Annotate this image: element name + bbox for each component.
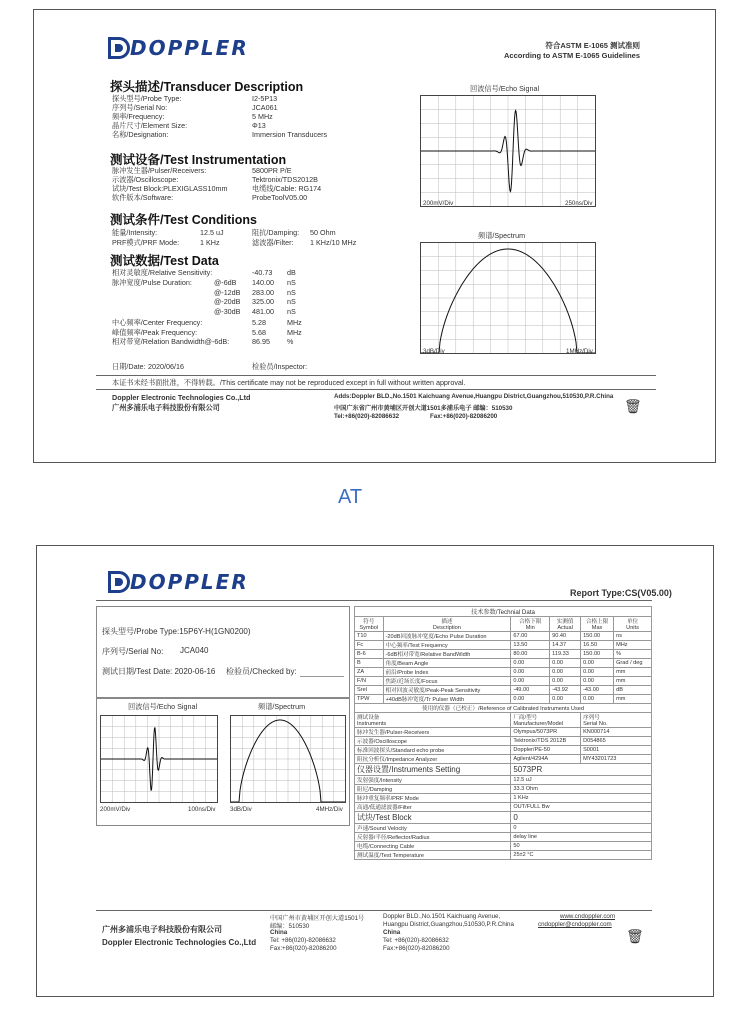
tech-row-cell: 0.00 (581, 677, 614, 686)
setting-row (355, 776, 652, 785)
transducer-row-value: Φ13 (252, 121, 266, 130)
tech-row-cell: 角度/Beam Angle (383, 659, 511, 668)
addr-cn-tel: Tel: +86(020)-82086632 (270, 937, 336, 944)
tech-row-cell: ns (614, 632, 652, 641)
tech-row-cell: 相对回波灵敏度/Peak-Peak Sensitivity (383, 686, 511, 695)
cond-damping-value: 50 Ohm (310, 228, 336, 237)
tech-row-cell: MHz (614, 641, 652, 650)
echo-chart-1 (420, 95, 596, 207)
addr-en-fax: Fax:+86(020)-82086200 (383, 945, 450, 952)
block-row-cell: 反射器/半径/Reflector/Radius (355, 833, 511, 842)
freq-value: 86.95 (252, 337, 270, 346)
website-link[interactable]: www.cndoppler.com (560, 913, 616, 920)
cond-damping-label: 阻抗/Damping: (252, 228, 300, 237)
addr-cn-fax: Fax:+86(020)-82086200 (270, 945, 337, 952)
tech-row-cell: 0.00 (511, 659, 550, 668)
tech-row-cell: F/N (355, 677, 384, 686)
checked-by: 检验员/Checked by: (226, 667, 297, 676)
pulse-db: @-6dB (214, 278, 237, 287)
instr-row-cell: KN000714 (581, 728, 652, 737)
instr-row-cell: 脉冲发生器/Pulser-Receivers (355, 728, 511, 737)
block-row-cell: 50 (511, 842, 652, 851)
spectrum-chart-1 (420, 242, 596, 354)
tech-row (355, 659, 652, 668)
block-title-row (355, 812, 652, 824)
tech-row-cell: 中心频率/Test Frequency (383, 641, 511, 650)
instr-header-row-cell: 序列号 Serial No. (581, 713, 652, 728)
transducer-row-label: 序列号/Serial No: (112, 103, 168, 112)
weee-bin-icon: 🗑 (624, 398, 642, 414)
tech-header-row-cell: 描述 Description (383, 617, 511, 632)
pulse-value: 481.00 (252, 306, 274, 316)
tech-row-cell: -20dB回波脉冲宽度/Echo Pulse Duration (383, 632, 511, 641)
tech-row-cell: 0.00 (581, 695, 614, 704)
echo-chart-1-right: 250ns/Div (565, 200, 593, 207)
instr-row-cell: 示波器/Oscilloscope (355, 737, 511, 746)
tech-row (355, 641, 652, 650)
pulse-value: 140.00 (252, 278, 274, 287)
instr-row-cell: Doppler/PE-50 (511, 746, 581, 755)
setting-row-cell: 发射强度/Intensity (355, 776, 511, 785)
tel-1: Tel:+86(020)-82086632 (334, 413, 400, 420)
tech-row-cell: 0.00 (550, 668, 581, 677)
freq-value: 5.28 (252, 318, 266, 327)
conditions-title: 测试条件/Test Conditions (110, 213, 257, 227)
block-title-row-cell: 0 (511, 812, 652, 824)
cond-prf-label: PRF模式/PRF Mode: (112, 238, 180, 247)
spectrum-chart-2-title: 频谱/Spectrum (258, 702, 306, 711)
sensitivity-label: 相对灵敏度/Relative Sensitivity: (112, 268, 213, 277)
freq-label: 峰值频率/Peak Frequency: (112, 327, 198, 337)
block-row (355, 824, 652, 833)
tech-row-cell: B-6 (355, 650, 384, 659)
notice-text: 本证书未经书面批准，不得转载。/This certificate may not be reproduced except in full without written approval. (112, 378, 466, 387)
pulse-db: @-20dB (214, 297, 241, 306)
spectrum-chart-2-left: 3dB/Div (230, 806, 252, 813)
sensitivity-unit: dB (287, 268, 296, 277)
tech-row-cell: 0.00 (581, 668, 614, 677)
instr-row-cell: Tektronix/TDS 2012B (511, 737, 581, 746)
instr-header-row (355, 713, 652, 728)
tech-row-cell: Fc (355, 641, 384, 650)
tech-row-cell: 14.37 (550, 641, 581, 650)
pulse-value: 283.00 (252, 287, 274, 297)
tech-header-row-cell: 合格下限 Min (511, 617, 550, 632)
checked-by-line (300, 676, 344, 677)
tech-row-cell: mm (614, 677, 652, 686)
tech-row-cell: 0.00 (550, 695, 581, 704)
spectrum-chart-2-right: 4MHz/Div (316, 806, 343, 813)
transducer-row-value: Immersion Transducers (252, 130, 328, 139)
setting-title-row (355, 764, 652, 776)
instr-row-cell: 标准回波探头/Standard echo probe (355, 746, 511, 755)
instrumentation-row-label: 软件版本/Software: (112, 193, 174, 202)
addr-en-3: China (383, 929, 401, 936)
block-title-row-cell: 试块/Test Block (355, 812, 511, 824)
tech-row-cell: 80.00 (511, 650, 550, 659)
block-row-cell: delay line (511, 833, 652, 842)
serial-label-2: 序列号/Serial No: (102, 647, 164, 656)
instrumentation-row-value: Tektronix/TDS2012B (252, 175, 318, 184)
email-link[interactable]: cndoppler@cndoppler.com (538, 921, 612, 928)
notice-rule-top (96, 375, 656, 376)
setting-row-cell: 高通/低通滤波器/Filter (355, 803, 511, 812)
instr-row-cell: MY43201723 (581, 755, 652, 764)
setting-title-row-cell: 仪器设置/Instruments Setting (355, 764, 511, 776)
tech-row (355, 632, 652, 641)
pulse-unit: nS (287, 287, 296, 297)
tech-table (354, 606, 652, 860)
serial-value-2: JCA040 (180, 646, 209, 655)
tech-row-cell: B (355, 659, 384, 668)
tech-header-row-cell: 实测值 Actual (550, 617, 581, 632)
tech-row (355, 695, 652, 704)
instrumentation-row-value: 电缆线/Cable: RG174 (252, 184, 322, 193)
block-row-cell: 25±2 °C (511, 851, 652, 860)
instr-row (355, 737, 652, 746)
instr-row-cell: 阻抗分析仪/Impedance Analyzer (355, 755, 511, 764)
tech-row-cell: mm (614, 695, 652, 704)
echo-chart-1-left: 200mV/Div (423, 200, 454, 207)
transducer-row-label: 名称/Designation: (112, 130, 169, 139)
tech-header-row-cell: 符号 Symbol (355, 617, 384, 632)
setting-row-cell: OUT/FULL Bw (511, 803, 652, 812)
instr-row-cell: Olympus/5073PR (511, 728, 581, 737)
block-row-cell: 电缆/Connecting Cable (355, 842, 511, 851)
tech-row-cell: 焦距/近场长度/Focus (383, 677, 511, 686)
addr-en-2: Huangpu District,Guangzhou,510530,P.R.China (383, 921, 514, 928)
at-label: AT (338, 486, 363, 508)
cond-intensity-value: 12.5 uJ (200, 228, 224, 237)
date-value: 2020/06/16 (148, 362, 184, 371)
instr-row (355, 728, 652, 737)
spectrum-chart-1-svg (421, 243, 595, 353)
echo-chart-1-svg (421, 96, 595, 206)
tech-row-cell: 0.00 (511, 695, 550, 704)
setting-title-row-cell: 5073PR (511, 764, 652, 776)
tech-row-cell: -43.00 (581, 686, 614, 695)
report-rule (96, 600, 652, 601)
cond-intensity-label: 能量/Intensity: (112, 228, 158, 237)
probe-type: 探头型号/Probe Type:15P6Y-H(1GN0200) (102, 627, 251, 636)
echo-chart-2 (100, 715, 218, 803)
tech-row-cell: -43.92 (550, 686, 581, 695)
company-en-2: Doppler Electronic Technologies Co.,Ltd (102, 938, 257, 947)
pulse-label: 脉冲宽度/Pulse Duration: (112, 278, 192, 287)
instrumentation-row-label: 脉冲发生器/Pulser/Receivers: (112, 166, 207, 175)
doppler-logo-icon-2 (108, 571, 130, 593)
tech-row-cell: 0.00 (511, 668, 550, 677)
tech-row-cell: 90.40 (550, 632, 581, 641)
instr-row (355, 746, 652, 755)
setting-row-cell: 脉冲重复频率/PRF Mode (355, 794, 511, 803)
transducer-title: 探头描述/Transducer Description (110, 80, 304, 94)
pulse-unit: nS (287, 306, 296, 316)
company-cn-2: 广州多浦乐电子科技股份有限公司 (102, 925, 222, 934)
tech-row (355, 668, 652, 677)
setting-row-cell: 阻尼/Damping (355, 785, 511, 794)
instr-title-row-cell: 使用的仪器（已校正）/Reference of Calibrated Instruments Used (355, 704, 652, 713)
setting-row-cell: 1 KHz (511, 794, 652, 803)
tech-row-cell: Srel (355, 686, 384, 695)
sensitivity-value: -40.73 (252, 268, 273, 277)
transducer-row-label: 晶片尺寸/Element Size: (112, 121, 188, 130)
pulse-db: @-30dB (214, 306, 241, 316)
setting-row-cell: 12.5 uJ (511, 776, 652, 785)
company-cn-1: 广州多浦乐电子科技股份有限公司 (112, 403, 220, 412)
instr-header-row-cell: 测试设备 Instruments (355, 713, 511, 728)
tech-row-cell: -49.00 (511, 686, 550, 695)
tech-row (355, 650, 652, 659)
date-label: 日期/Date: (112, 362, 146, 371)
addr-cn-2: 邮编：510530 (270, 923, 310, 930)
instrumentation-row-label: 示波器/Oscilloscope: (112, 175, 179, 184)
spectrum-chart-2-svg (231, 716, 345, 802)
instrumentation-title: 测试设备/Test Instrumentation (110, 153, 287, 167)
freq-label: 中心频率/Center Frequency: (112, 318, 203, 327)
address-cn-1: 中国广东省广州市黄埔区开创大道1501多浦乐电子 邮编：510530 (334, 405, 513, 412)
pulse-value: 325.00 (252, 297, 274, 306)
notice-rule-bottom (96, 389, 656, 390)
spectrum-chart-1-left: 3dB/Div (423, 348, 445, 355)
tech-row (355, 686, 652, 695)
setting-row (355, 794, 652, 803)
addr-cn-1: 中国广州市黄埔区开创大道1501号 (270, 915, 365, 922)
instrumentation-row-label: 试块/Test Block:PLEXIGLASS10mm (112, 184, 228, 193)
block-row (355, 833, 652, 842)
instr-header-row-cell: 厂商/型号 Manufacturer/Model (511, 713, 581, 728)
doppler-logo-icon (108, 37, 130, 59)
instr-row-cell: Agilent/4294A (511, 755, 581, 764)
cond-filter-value: 1 KHz/10 MHz (310, 238, 357, 247)
freq-unit: MHz (287, 318, 302, 327)
transducer-row-value: 5 MHz (252, 112, 273, 121)
doppler-logo-1: DOPPLER (108, 36, 249, 60)
tech-row-cell: -6dB相对带宽/Relative BandWidth (383, 650, 511, 659)
tech-row-cell: 150.00 (581, 632, 614, 641)
company-en-1: Doppler Electronic Technologies Co.,Ltd (112, 393, 251, 402)
freq-label: 相对带宽/Relation Bandwidth@-6dB: (112, 337, 230, 346)
tech-row-cell: T10 (355, 632, 384, 641)
instrumentation-row-value: ProbeToolV05.00 (252, 193, 308, 202)
instr-row-cell: S0001 (581, 746, 652, 755)
spectrum-chart-1-right: 1MHz/Div (566, 348, 593, 355)
setting-row-cell: 33.3 Ohm (511, 785, 652, 794)
tech-row-cell: TPW (355, 695, 384, 704)
tech-header-row (355, 617, 652, 632)
transducer-row-value: JCA061 (252, 103, 278, 112)
echo-chart-2-title: 回波信号/Echo Signal (128, 702, 198, 711)
pulse-unit: nS (287, 278, 296, 287)
instrumentation-row-value: 5800PR P/E (252, 166, 292, 175)
setting-row (355, 785, 652, 794)
addr-en-1: Doppler BLD.,No.1501 Kaichuang Avenue, (383, 913, 501, 920)
instr-row (355, 755, 652, 764)
tech-row-cell: 前沿/Probe Index (383, 668, 511, 677)
block-row (355, 842, 652, 851)
transducer-row-label: 探头型号/Probe Type: (112, 94, 182, 103)
tech-row-cell: 13.50 (511, 641, 550, 650)
header-en: According to ASTM E-1065 Guidelines (504, 51, 640, 60)
freq-value: 5.68 (252, 327, 266, 337)
testdata-title: 测试数据/Test Data (110, 254, 219, 268)
echo-chart-2-right: 100ns/Div (188, 806, 216, 813)
cond-filter-label: 滤波器/Filter: (252, 238, 294, 247)
freq-unit: MHz (287, 327, 302, 337)
address-en-1: Adds:Doppler BLD.,No.1501 Kaichuang Avenue,Huangpu District,Guangzhou,510530,P.R.China (334, 393, 614, 400)
tech-title: 技术参数/Technial Data (355, 607, 652, 617)
tech-row-cell: +40dB脉冲宽度/Tr Pulser Width (383, 695, 511, 704)
instr-title-row (355, 704, 652, 713)
setting-row (355, 803, 652, 812)
block-row (355, 851, 652, 860)
tech-row-cell: 0.00 (511, 677, 550, 686)
tech-row-cell: 0.00 (550, 677, 581, 686)
block-row-cell: 测试温度/Test Temperature (355, 851, 511, 860)
transducer-row-value: I2-5P13 (252, 94, 278, 103)
tech-row-cell: % (614, 650, 652, 659)
weee-bin-icon-2: 🗑 (626, 928, 644, 944)
echo-chart-2-left: 200mV/Div (100, 806, 131, 813)
tech-row-cell: 0.00 (581, 659, 614, 668)
tech-row-cell: ZA (355, 668, 384, 677)
pulse-unit: nS (287, 297, 296, 306)
echo-chart-1-title: 回波信号/Echo Signal (470, 84, 540, 93)
transducer-row-label: 频率/Frequency: (112, 112, 165, 121)
tech-header-row-cell: 单位 Units (614, 617, 652, 632)
tech-row-cell: 0.00 (550, 659, 581, 668)
tech-row-cell: 16.50 (581, 641, 614, 650)
block-row-cell: 声速/Sound Velocity (355, 824, 511, 833)
test-date: 测试日期/Test Date: 2020-06-16 (102, 667, 216, 676)
freq-unit: % (287, 337, 294, 346)
tech-row-cell: 150.00 (581, 650, 614, 659)
spectrum-chart-2 (230, 715, 346, 803)
tech-row-cell: Grad / deg (614, 659, 652, 668)
header-cn: 符合ASTM E-1065 测试准则 (545, 41, 640, 50)
addr-cn-3: China (270, 929, 288, 936)
report-type: Report Type:CS(V05.00) (570, 588, 672, 598)
tech-row (355, 677, 652, 686)
doppler-logo-2: DOPPLER (108, 570, 249, 594)
pulse-db: @-12dB (214, 287, 241, 297)
block-row-cell: 0 (511, 824, 652, 833)
inspector-label: 检验员/Inspector: (252, 362, 308, 371)
tech-header-row-cell: 合格上限 Max (581, 617, 614, 632)
fax-1: Fax:+86(020)-82086200 (430, 413, 498, 420)
tech-row-cell: 119.33 (550, 650, 581, 659)
tech-row-cell: 67.00 (511, 632, 550, 641)
addr-en-tel: Tel: +86(020)-82086632 (383, 937, 449, 944)
echo-chart-2-svg (101, 716, 217, 802)
cond-prf-value: 1 KHz (200, 238, 220, 247)
footer-rule-2 (96, 910, 652, 911)
tech-row-cell: dB (614, 686, 652, 695)
instr-row-cell: D054865 (581, 737, 652, 746)
spectrum-chart-1-title: 频谱/Spectrum (478, 231, 526, 240)
tech-row-cell: mm (614, 668, 652, 677)
